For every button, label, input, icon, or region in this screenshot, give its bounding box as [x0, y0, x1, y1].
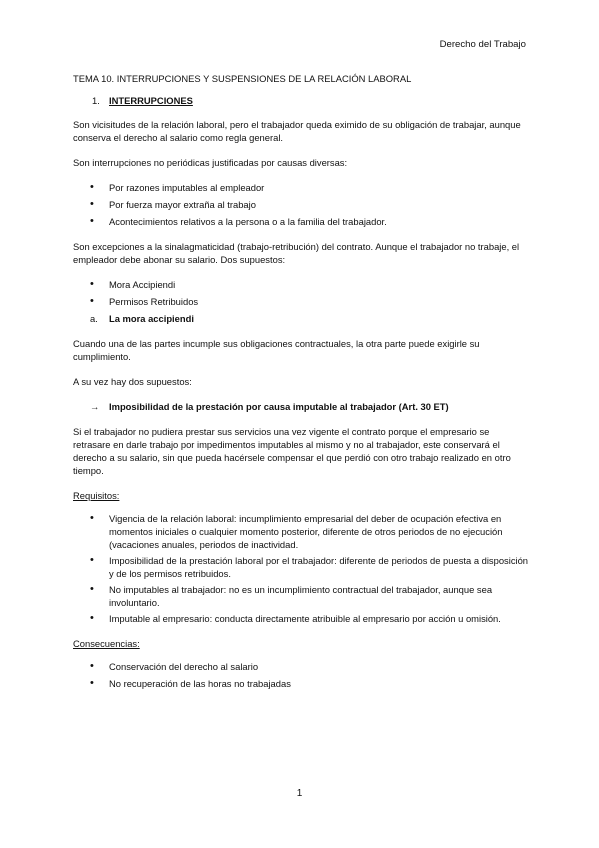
section-heading — [92, 94, 528, 107]
list-item: • Permisos Retribuidos — [73, 295, 528, 308]
consecuencias-list — [73, 660, 528, 690]
subsection-label: La mora accipiendi — [109, 313, 194, 324]
paragraph: Si el trabajador no pudiera prestar sus servicios una vez vigente el contrato porque el empresario se retrasare en darle trabajo por impedimentos imputables al mismo y no al trabajador, este conservará el derecho a su salario, sin que pueda hacérsele compensar el que perdió con otro trabajo realizado en otro tiempo. — [73, 426, 511, 476]
causes-list — [73, 181, 528, 228]
section-number: 1. — [92, 95, 100, 106]
paragraph: A su vez hay dos supuestos: — [73, 376, 192, 387]
list-item: • Por razones imputables al empleador — [73, 181, 528, 194]
paragraph: Son excepciones a la sinalagmaticidad (trabajo-retribución) del contrato. Aunque el trabajador no trabaje, el empleador debe abonar su salario. Dos supuestos: — [73, 241, 520, 265]
list-item: • Por fuerza mayor extraña al trabajo — [73, 198, 528, 211]
list-item: • Acontecimientos relativos a la persona o a la familia del trabajador. — [73, 215, 528, 228]
paragraph: Cuando una de las partes incumple sus obligaciones contractuales, la otra parte puede exigirle su cumplimiento. — [73, 338, 480, 362]
requisitos-heading: Requisitos: — [73, 490, 120, 501]
list-item: • No recuperación de las horas no trabajadas — [73, 677, 528, 690]
page-number: 1 — [296, 788, 303, 799]
supuestos-list — [73, 278, 528, 325]
subsection-marker: a. — [90, 313, 98, 324]
arrow-item — [73, 400, 528, 413]
paragraph: Son interrupciones no periódicas justificadas por causas diversas: — [73, 157, 348, 168]
document-body — [73, 72, 528, 702]
list-item: • Imposibilidad de la prestación laboral por el trabajador: diferente de periodos de puesta a disposición y de los permisos retribuidos. — [73, 554, 528, 580]
paragraph: Son vicisitudes de la relación laboral, pero el trabajador queda eximido de su obligación de trabajar, aunque conserva el derecho al salario como regla general. — [73, 119, 521, 143]
list-item: • Conservación del derecho al salario — [73, 660, 528, 673]
requisitos-list — [73, 512, 528, 625]
document-title: TEMA 10. INTERRUPCIONES Y SUSPENSIONES DE LA RELACIÓN LABORAL — [73, 73, 412, 84]
header-title: Derecho del Trabajo — [439, 39, 526, 50]
section-label: INTERRUPCIONES — [109, 95, 193, 106]
consecuencias-heading: Consecuencias: — [73, 638, 140, 649]
arrow-item-label: Imposibilidad de la prestación por causa imputable al trabajador (Art. 30 ET) — [109, 401, 449, 412]
list-item: • Mora Accipiendi — [73, 278, 528, 291]
list-item: • Imputable al empresario: conducta directamente atribuible al empresario por acción u omisión. — [73, 612, 528, 625]
list-item: • Vigencia de la relación laboral: incumplimiento empresarial del deber de ocupación efectiva en momentos iniciales o cualquier momento posterior, diferente de otros periodos de no ejecución (vacaciones anuales, periodos de inactividad. — [73, 512, 528, 551]
list-item: • No imputables al trabajador: no es un incumplimiento contractual del trabajador, aunque sea involuntario. — [73, 583, 528, 609]
arrow-icon: → — [90, 401, 100, 412]
subsection-heading — [73, 312, 528, 325]
